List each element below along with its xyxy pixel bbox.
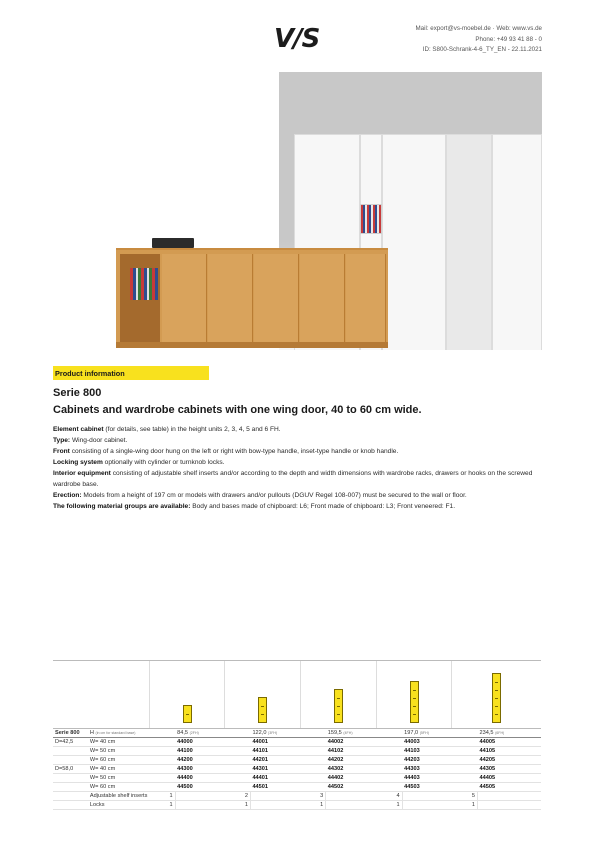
width-cell: W= 60 cm — [88, 783, 150, 792]
product-spec-table — [53, 660, 541, 810]
depth-cell — [53, 774, 88, 783]
lowboard-door — [346, 254, 386, 344]
section-label: Product information — [55, 369, 125, 378]
article-code: 44202 — [326, 756, 377, 765]
depth-cell — [53, 783, 88, 792]
contact-phone: Phone: +49 93 41 88 - 0 — [475, 35, 542, 43]
wardrobe-cabinet — [492, 134, 542, 350]
lowboard-door — [162, 254, 207, 344]
article-code: 44502 — [326, 783, 377, 792]
desc-paragraph: Front consisting of a single-wing door hung on the left or right with bow-type handle, inset-type handle or knob handle. — [53, 448, 399, 455]
depth-cell: D=58,0 — [53, 765, 88, 774]
article-code: 44102 — [326, 747, 377, 756]
vs-logo: V/S — [274, 24, 320, 54]
article-code: 44400 — [175, 774, 225, 783]
table-row — [53, 756, 541, 765]
wardrobe-cabinet — [382, 134, 446, 350]
product-headline: Cabinets and wardrobe cabinets with one wing door, 40 to 60 cm wide. — [53, 404, 422, 416]
cabinet-4fh-icon — [334, 689, 343, 723]
locks-row — [53, 801, 541, 810]
table-row — [53, 765, 541, 774]
article-code: 44505 — [478, 783, 542, 792]
article-code: 44402 — [326, 774, 377, 783]
desc-paragraph: The following material groups are available: Body and bases made of chipboard: L6; Front made of chipboard: L3; Front veneered: F1. — [53, 503, 456, 510]
table-row — [53, 738, 541, 747]
cabinet-2fh-icon — [183, 705, 192, 723]
article-code: 44300 — [175, 765, 225, 774]
locks-row-value: 1 — [300, 801, 326, 810]
table-header-row: Serie 800 H (in cm for standard base) 84,5 (2FH) 122,0 (3FH) 159,5 (4FH) 197,0 (5FH) 234,5 (6FH) — [53, 729, 541, 738]
article-code: 44005 — [478, 738, 542, 747]
article-code: 44105 — [478, 747, 542, 756]
width-cell: W= 40 cm — [88, 738, 150, 747]
shelf-row-value: 5 — [452, 792, 478, 801]
open-compartment — [120, 254, 160, 344]
article-code: 44403 — [402, 774, 452, 783]
article-code: 44205 — [478, 756, 542, 765]
table-row — [53, 783, 541, 792]
article-code: 44405 — [478, 774, 542, 783]
article-code: 44201 — [250, 756, 300, 765]
article-code: 44003 — [402, 738, 452, 747]
article-code: 44301 — [250, 765, 300, 774]
width-cell: W= 50 cm — [88, 747, 150, 756]
article-code: 44303 — [402, 765, 452, 774]
article-code: 44203 — [402, 756, 452, 765]
lowboard-door — [300, 254, 345, 344]
locks-row-value: 1 — [225, 801, 251, 810]
locks-row-label: Locks — [88, 801, 150, 810]
product-photo — [116, 72, 542, 350]
cabinet-drawing-row — [53, 661, 541, 729]
cabinet-6fh-icon — [492, 673, 501, 723]
depth-cell — [53, 756, 88, 765]
contact-block — [415, 24, 542, 56]
depth-cell — [53, 747, 88, 756]
series-title: Serie 800 — [53, 387, 102, 399]
article-code: 44305 — [478, 765, 542, 774]
article-code: 44200 — [175, 756, 225, 765]
shelf-row-value: 2 — [225, 792, 251, 801]
table-body — [53, 738, 541, 810]
wardrobe-books — [360, 204, 382, 234]
depth-cell: D=42,5 — [53, 738, 88, 747]
shelf-row-value: 4 — [376, 792, 402, 801]
contact-mail: Mail: export@vs-moebel.de · Web: www.vs.de — [415, 25, 542, 32]
binder-on-lowboard — [152, 238, 194, 248]
article-code: 44001 — [250, 738, 300, 747]
locks-row-value: 1 — [452, 801, 478, 810]
table-row — [53, 747, 541, 756]
article-code: 44103 — [402, 747, 452, 756]
shelf-row-label: Adjustable shelf inserts — [89, 793, 148, 799]
desc-paragraph: Locking system optionally with cylinder or turnknob locks. — [53, 459, 225, 466]
article-code: 44501 — [250, 783, 300, 792]
lowboard-door — [254, 254, 299, 344]
cabinet-3fh-icon — [258, 697, 267, 723]
lowboard-door — [208, 254, 253, 344]
article-code: 44002 — [326, 738, 377, 747]
table-row — [53, 774, 541, 783]
width-cell: W= 50 cm — [88, 774, 150, 783]
article-code: 44101 — [250, 747, 300, 756]
product-description — [53, 424, 548, 512]
desc-paragraph: Type: Wing-door cabinet. — [53, 437, 128, 444]
article-code: 44000 — [175, 738, 225, 747]
shelf-row — [53, 792, 541, 801]
width-cell: W= 60 cm — [88, 756, 150, 765]
shelf-row-value: 1 — [149, 792, 175, 801]
lowboard-cabinets — [116, 248, 388, 348]
wardrobe-open-door — [446, 134, 492, 350]
cabinet-5fh-icon — [410, 681, 419, 723]
locks-row-value: 1 — [149, 801, 175, 810]
desc-paragraph: Element cabinet (for details, see table) in the height units 2, 3, 4, 5 and 6 FH. — [53, 426, 281, 433]
article-code: 44500 — [175, 783, 225, 792]
locks-row-value: 1 — [376, 801, 402, 810]
section-label-bar — [53, 366, 209, 380]
article-code: 44302 — [326, 765, 377, 774]
article-code: 44100 — [175, 747, 225, 756]
shelf-row-value: 3 — [300, 792, 326, 801]
article-code: 44503 — [402, 783, 452, 792]
width-cell: W= 40 cm — [88, 765, 150, 774]
document-id: ID: S800-Schrank-4-6_TY_EN - 22.11.2021 — [422, 46, 542, 53]
desc-paragraph: Interior equipment consisting of adjustable shelf inserts and/or according to the depth and width dimensions with wardrobe racks, drawers or hooks on the screwed wardrobe base. — [53, 470, 533, 488]
desc-paragraph: Erection: Models from a height of 197 cm or models with drawers and/or pullouts (DGUV Regel 108-007) must be secured to the wall or floor. — [53, 492, 467, 499]
article-code: 44401 — [250, 774, 300, 783]
